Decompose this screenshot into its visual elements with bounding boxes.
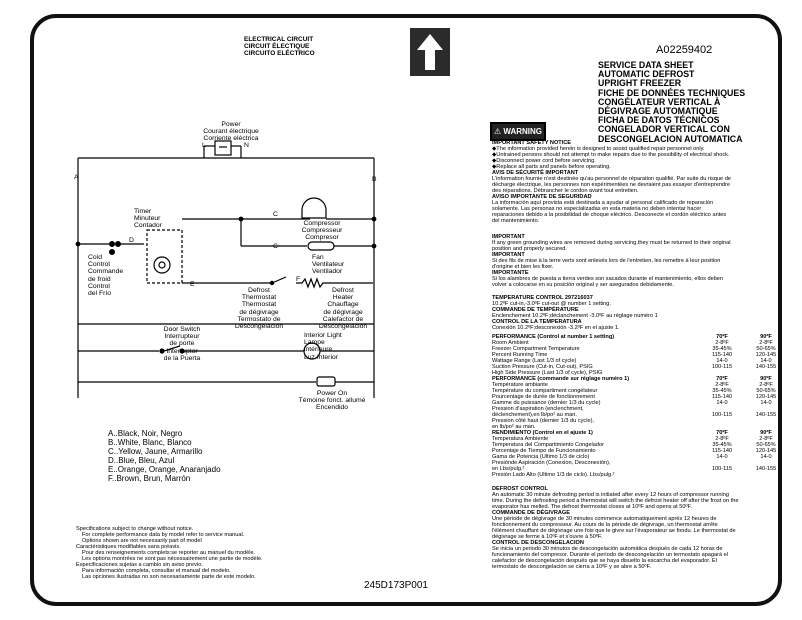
perf-label: High Side Pressure (Last 1/3 of cycle), PSIG	[492, 370, 603, 376]
power-on-line: Encendido	[315, 404, 349, 412]
wire-color-legend	[108, 429, 221, 483]
perf-value-70: 2-8ºF	[715, 436, 729, 442]
power-line: Power	[221, 121, 241, 128]
circuit-en: ELECTRICAL CIRCUIT	[244, 36, 314, 43]
door-line: de la Puerta	[163, 354, 201, 362]
cold-line: Control	[88, 282, 110, 290]
power-on-line: Power On	[316, 390, 348, 397]
perf-value-90: 140-155	[755, 412, 777, 418]
therm-line: de dégivrage	[239, 308, 279, 316]
safety-title: IMPORTANT SAFETY NOTICE	[492, 140, 572, 146]
temp-fr-title: COMMANDE DE TEMPÉRATURE	[492, 307, 579, 313]
safety-line: ◆The information provided herein is designed to assist qualified repair personnel only.	[492, 146, 705, 152]
title-line: CONGELADOR VERTICAL CON	[598, 124, 730, 135]
fan-line: Ventilador	[312, 268, 343, 276]
footnote: Pour des renseignements complets:se reporter au manuel du modèle.	[82, 550, 256, 556]
perf-en-title: PERFORMANCE (Control at number 1 setting)	[492, 334, 615, 340]
door-line: Interruptor	[166, 347, 198, 355]
heater-line: Chauffage	[327, 301, 359, 309]
perf-value-70: 2-8ºF	[715, 382, 729, 388]
perf-value-90: 140-155	[755, 466, 777, 472]
perf-col2: 90ºF	[760, 376, 772, 382]
perf-value-90: 2-8ºF	[759, 340, 773, 346]
perf-label: Suction Pressure (Cut-in, Cut-out), PSIG	[492, 364, 593, 370]
perf-value-90: 120-145	[755, 394, 777, 400]
perf-value-70: 2-8ºF	[715, 340, 729, 346]
title-line: FICHA DE DATOS TÉCNICOS	[598, 115, 720, 126]
part-number: 245D173P001	[364, 580, 428, 591]
defrost-es-title: CONTROL DE DESCONGELACION	[492, 540, 584, 546]
perf-value-70: 35-45%	[712, 388, 732, 394]
perf-value-90: 14-0	[760, 454, 772, 460]
perf-value-70: 115-140	[711, 394, 733, 400]
footnotes	[76, 526, 396, 580]
footnote: Options shown are not necessarily part of model	[82, 538, 202, 544]
perf-es-title: RENDIMIENTO (Control en el ajuste 1)	[492, 430, 593, 436]
perf-col1: 70ºF	[716, 376, 728, 382]
perf-label: en lb/po² au man.	[492, 424, 536, 430]
perf-label: en Lbs/pulg.²	[492, 466, 525, 472]
perf-value-70: 14-0	[716, 358, 728, 364]
footnote: Especificaciones sujetas a cambio sin aviso previo.	[76, 562, 203, 568]
perf-value-70: 35-45%	[712, 442, 732, 448]
perf-label: Température ambiante	[492, 382, 548, 388]
door-line: Door Switch	[163, 326, 201, 333]
warning-icon: ⚠	[493, 127, 502, 136]
perf-value-90: 2-8ºF	[759, 436, 773, 442]
defrost-fr-text: Une période de dégivrage de 30 minutes commence automatiquement après 12 heures de fonctionnement du compresseur. Au cours de la période de dégivrage, un thermostat arrête l'élément chauffant de dégivrage une fois que le givre sur l'évaporateur ae fondu. Le thermostat de dégivrage se ferme à 10ºF et s'ouvre à 50ºF.	[492, 516, 736, 540]
light-line: Interior Light	[304, 332, 342, 339]
perf-value-70: 115-140	[711, 352, 733, 358]
footnote: Les options montrées ne sont pas nécessairement une partie de modèle.	[82, 556, 263, 562]
perf-label: déclenchement),en lb/po² au man.	[492, 412, 577, 418]
fan-line: Fan	[312, 254, 324, 261]
perf-label: Pourcentage de durée de fonctionnement	[492, 394, 595, 400]
perf-value-70: 115-140	[711, 448, 733, 454]
title-line: DESCONGELACION AUTOMATICA	[598, 133, 743, 144]
safety-line: ◆Untrained persons should not attempt to make repairs due to the possibility of electrical shock.	[492, 152, 730, 158]
defrost-es-text: Se inicia un periodo 30 minutos de descongelación automática después de cada 12 horas de funcionamiento del compresor. Durante el período de descongelación un termostato apagará el calefactor de descongelación después que se haya disuelto la escarcha del evaporador. El termostato de descongelación se cierra a 10ºF y se abre a 50ºF.	[492, 546, 729, 570]
timer-label	[134, 208, 162, 230]
therm-line: Termostato de	[237, 315, 281, 323]
perf-value-90: 14-0	[760, 358, 772, 364]
footnote: Las opciones ilustradas no son necesariamente parte de este modelo.	[82, 574, 256, 580]
important-fr-text: Si des fils de mise à la terre verts sont enlevés lors de l'entretien, les remettre à leur position d'origine et bien les fixer.	[492, 258, 721, 270]
label-n: N	[244, 142, 249, 149]
perf-value-70: 14-0	[716, 454, 728, 460]
timer-line: Timer	[134, 208, 152, 215]
legend-item: C..Yellow, Jaune, Armarillo	[108, 447, 203, 456]
perf-value-90: 14-0	[760, 400, 772, 406]
label-b: B	[372, 176, 377, 183]
light-line: Luz Interior	[304, 353, 339, 361]
cold-line: Cold	[88, 254, 102, 261]
safety-fr-title: AVIS DE SÉCURITÉ IMPORTANT	[492, 170, 579, 176]
footnote: Specifications subject to change without notice.	[76, 526, 194, 532]
safety-es-text: La información aquí provista está destinada a ayudar al personal calificado de reparación solamente. Las personas no especializadas en esta materia no deben intentar hacer reparaciones debido a la posibilidad de choque eléctrico. Desconecte el cordón eléctrico antes del mantenimiento.	[492, 200, 727, 224]
perf-label: Température du compartiment congélateur	[492, 388, 598, 394]
perf-value-90: 120-145	[755, 352, 777, 358]
cold-line: del Frío	[88, 290, 112, 298]
defrost-thermostat-label	[224, 287, 294, 330]
perf-value-90: 50-65%	[756, 388, 776, 394]
safety-fr-text: L'information fournie n'est destinée qu'au personnel de réparation qualifié. Par suite du risque de décharge électrique, les personnes non expérimentées ne devraient pas essayer d'entreprendre des réparations. Débrancher le cordon avant tout entretien.	[492, 176, 731, 194]
temp-es-title: CONTROL DE LA TEMPERATURA	[492, 319, 582, 325]
compressor-line: Compresor	[305, 234, 339, 242]
light-line: Lampe	[304, 339, 325, 347]
title-line: AUTOMATIC DEFROST	[598, 69, 695, 80]
perf-label: Wattage Range (Last 1/3 of cycle)	[492, 358, 577, 364]
compressor-label	[292, 220, 352, 242]
therm-line: Thermostat	[241, 294, 277, 302]
label-e: E	[190, 281, 195, 288]
perf-value-90: 50-65%	[756, 442, 776, 448]
warning-badge-text: WARNING	[503, 127, 543, 136]
document-number: A02259402	[656, 44, 713, 56]
perf-value-70: 100-115	[711, 466, 733, 472]
legend-item: B..White, Blanc, Blanco	[108, 438, 192, 447]
cold-line: de froid	[88, 275, 111, 283]
cold-line: Control	[88, 261, 110, 269]
heater-line: Calefactor de	[322, 315, 364, 323]
door-line: Interrupteur	[164, 333, 200, 341]
label-c2: C	[273, 243, 278, 250]
perf-value-90: 140-155	[755, 364, 777, 370]
safety-es-title: AVISO IMPORTANTE DE SEGURIDAD	[492, 194, 592, 200]
perf-value-90: 50-65%	[756, 346, 776, 352]
power-on-label	[292, 390, 372, 412]
important-es-text: Si los alambres de puesta a tierra verdes son sacados durante el mantenimiento, ellos deben volver a colocarse en su posición original y ser asegurados debidamente.	[492, 276, 724, 288]
perf-label: Temperatura Ambiente	[492, 436, 549, 442]
perf-label: Freezer Compartment Temperature	[492, 346, 580, 352]
cold-control-label	[88, 254, 123, 297]
important-en-text: If any green grounding wires are removed during servicing,they must be returned to their original position and properly secured.	[492, 240, 731, 252]
compressor-line: Compresseur	[301, 227, 343, 235]
power-line: Courant électrique	[203, 128, 259, 136]
defrost-heater-label	[308, 287, 378, 330]
perf-label: Pression d'aspiration (enclenchment,	[492, 406, 584, 412]
footnote: Caractéristiques modifiables sans préavis.	[76, 544, 181, 550]
perf-value-90: 120-145	[755, 448, 777, 454]
perf-label: Percent Running Time	[492, 352, 548, 358]
footnote: Para información completa, consultar el manual del modelo.	[82, 568, 231, 574]
temp-en-title: TEMPERATURE CONTROL 297216037	[492, 295, 593, 301]
wiring-diagram	[34, 18, 778, 602]
perf-label: Temperatura del Compartimiento Congelador	[492, 442, 604, 448]
therm-line: Thermostat	[241, 301, 277, 309]
perf-value-90: 2-8ºF	[759, 382, 773, 388]
temp-en-text: 10.2ºF cut-in,-3.0ºF cut-out @ number 1 setting.	[492, 301, 611, 307]
defrost-en-title: DEFROST CONTROL	[492, 486, 548, 492]
title-line: FICHE DE DONNÉES TECHNIQUES	[598, 87, 746, 98]
temp-fr-text: Enclenchement 10.2ºF;déclanchement -3.0ºF au réglage numéro 1	[492, 313, 658, 319]
legend-item: D..Blue, Bleu, Azul	[108, 456, 175, 465]
defrost-fr-title: COMMANDE DE DÉGIVRAGE	[492, 510, 571, 516]
important-es-title: IMPORTANTE	[492, 270, 529, 276]
timer-line: Contador	[134, 222, 162, 230]
light-line: intérieure	[304, 346, 333, 354]
safety-line: ◆Replace all parts and panels before operating.	[492, 164, 611, 170]
door-line: de porte	[169, 340, 195, 348]
defrost-en-text: An automatic 30 minute defrosting period is initiated after every 12 hours of compressor running time. During the defrosting period a thermostat will switch the defrost heater off after the frost on the evaporator has melted. The defrost thermostat closes at 10ºF and opens at 50ºF.	[492, 492, 739, 510]
perf-col1: 70ºF	[716, 334, 728, 340]
heater-line: Heater	[332, 294, 354, 302]
label-c1: C	[273, 211, 278, 218]
perf-label: Presiónde Aspiración (Conexion, Desconexión),	[492, 460, 611, 466]
therm-line: Descongelación	[234, 323, 284, 331]
perf-value-70: 14-0	[716, 400, 728, 406]
interior-light-label	[304, 332, 342, 361]
footnote: For complete performance data by model refer to service manual.	[82, 532, 245, 538]
power-line: Corriente eléctrica	[203, 135, 259, 143]
circuit-fr: CIRCUIT ÉLECTIQUE	[244, 43, 310, 50]
door-switch-label	[152, 326, 212, 362]
label-d: D	[129, 237, 134, 244]
power-label	[186, 121, 276, 143]
label-l: L	[202, 142, 206, 149]
perf-value-70: 100-115	[711, 412, 733, 418]
temp-es-text: Conexión 10.2ºF;desconexión -3.2ºF en el ajuste 1.	[492, 325, 620, 331]
important-fr-title: IMPORTANT	[492, 252, 525, 258]
perf-col2: 90ºF	[760, 430, 772, 436]
perf-col1: 70ºF	[716, 430, 728, 436]
heater-line: Defrost	[332, 287, 354, 294]
perf-col2: 90ºF	[760, 334, 772, 340]
perf-label: Presión Lado Alto (Ultimo 1/3 de ciclo). Lbs/pulg.²	[492, 472, 615, 478]
perf-value-70: 35-45%	[712, 346, 732, 352]
perf-label: Gamme du puissance (dernier 1/3 du cycle)	[492, 400, 601, 406]
label-a: A	[74, 174, 79, 181]
perf-value-70: 100-115	[711, 364, 733, 370]
perf-label: Room Ambient	[492, 340, 529, 346]
label-f: F	[296, 276, 301, 283]
fan-label	[312, 254, 344, 276]
safety-line: ◆Disconnect power cord before servicing.	[492, 158, 596, 164]
legend-item: A..Black, Noir, Negro	[108, 429, 183, 438]
perf-label: Pression côté haut (dernier 1/3 du cycle),	[492, 418, 594, 424]
heater-line: de dégivrage	[323, 308, 363, 316]
timer-line: Minuteur	[134, 215, 161, 223]
title-line: SERVICE DATA SHEET	[598, 60, 694, 70]
fan-line: Ventilateur	[312, 261, 345, 269]
legend-item: F..Brown, Brun, Marrón	[108, 474, 191, 483]
power-plug-icon	[215, 141, 231, 155]
title-line: DÉGIVRAGE AUTOMATIQUE	[598, 106, 718, 117]
title-line: CONGÉLATEUR VERTICAL À	[598, 96, 721, 107]
legend-item: E..Orange, Orange, Anaranjado	[108, 465, 221, 474]
therm-line: Defrost	[248, 287, 270, 294]
heater-line: Descongelación	[318, 323, 368, 331]
perf-label: Gama de Potencia (Ultimo 1/3 de ciclo)	[492, 454, 590, 460]
title-line: UPRIGHT FREEZER	[598, 78, 682, 89]
service-sheet	[30, 14, 782, 606]
perf-fr-title: PERFORMANCE (commande sur réglage numéro 1)	[492, 376, 630, 382]
circuit-es: CIRCUITO ELÉCTRICO	[244, 50, 315, 57]
cold-line: Commande	[88, 268, 124, 276]
important-en-title: IMPORTANT	[492, 234, 525, 240]
perf-label: Porcentaje de Tiempo de Funcionamiento	[492, 448, 596, 454]
power-on-line: Témoine fonct. allumé	[298, 397, 366, 405]
compressor-line: Compressor	[303, 220, 341, 227]
